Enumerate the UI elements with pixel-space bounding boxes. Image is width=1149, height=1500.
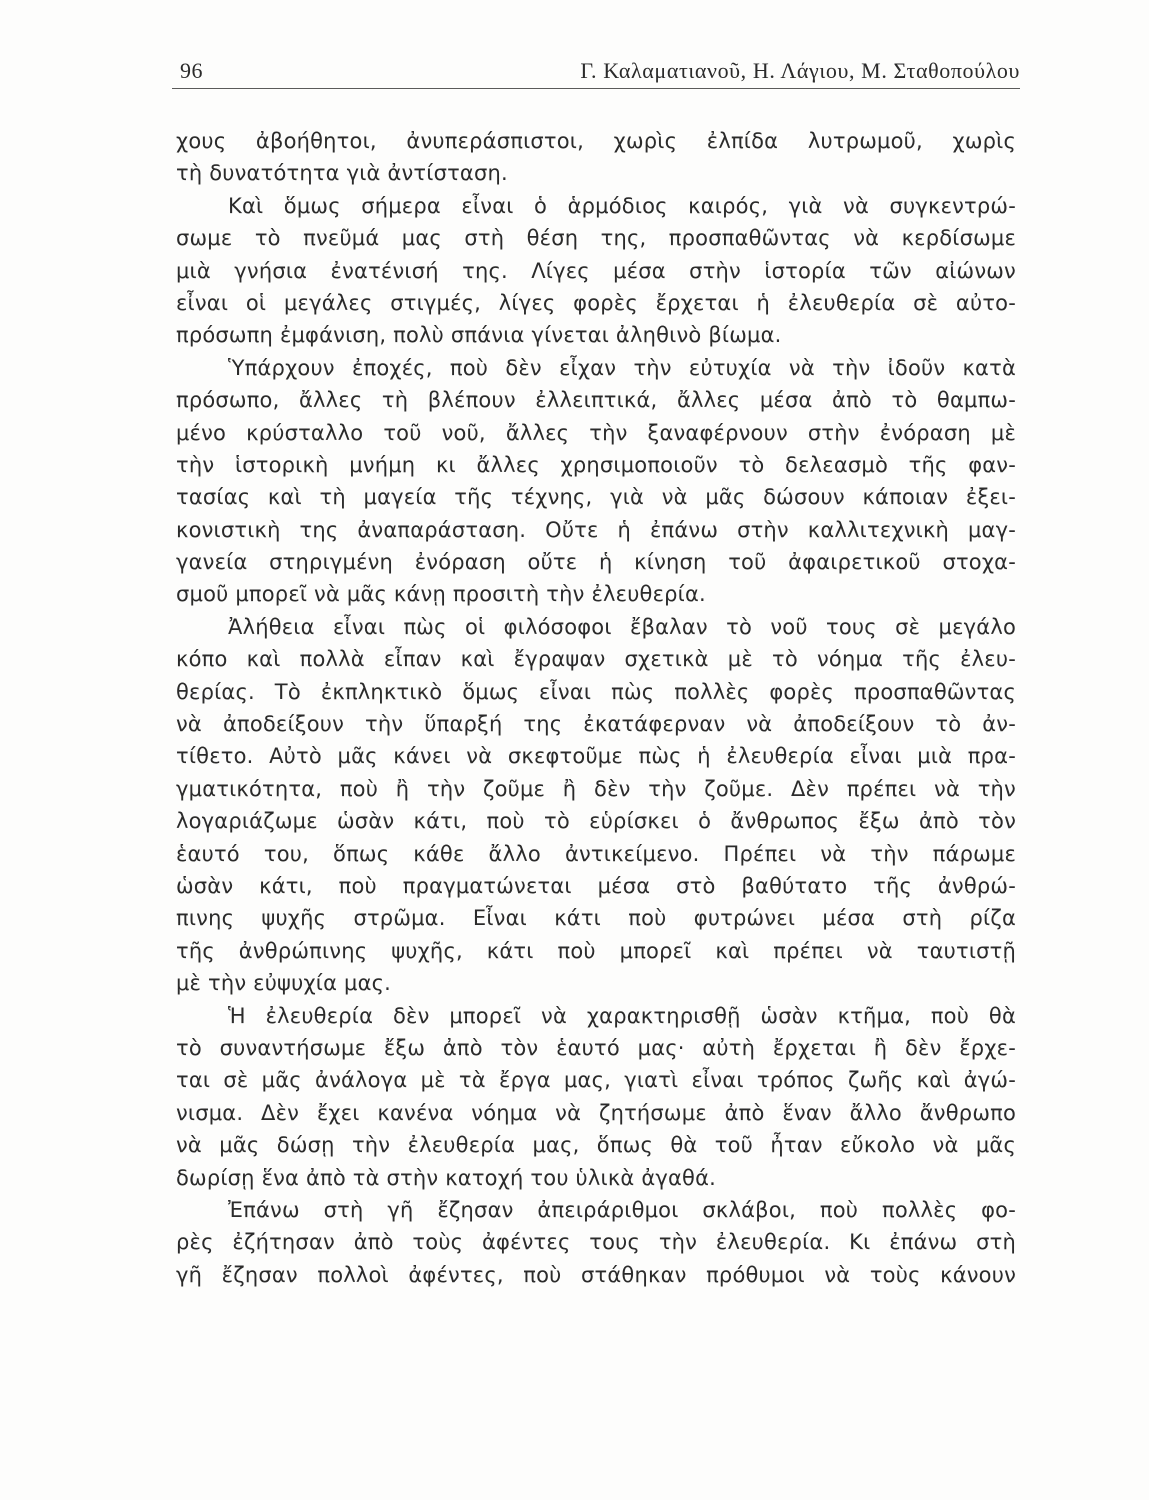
text-line: δωρίσῃ ἕνα ἀπὸ τὰ στὴν κατοχή του ὑλικὰ ἀγαθά. bbox=[176, 1165, 717, 1190]
page-header bbox=[172, 52, 1020, 89]
text-line: τὴν ἱστορικὴ μνήμη κι ἄλλες χρησιμοποιοῦν τὸ δελεασμὸ τῆς φαν- bbox=[176, 452, 1016, 477]
text-line: τασίας καὶ τὴ μαγεία τῆς τέχνης, γιὰ νὰ μᾶς δώσουν κάποιαν ἐξει- bbox=[176, 485, 1016, 510]
body-text bbox=[176, 125, 1016, 1291]
text-line: Ἐπάνω στὴ γῆ ἔζησαν ἀπειράριθμοι σκλάβοι, ποὺ πολλὲς φο- bbox=[228, 1197, 1016, 1222]
text-line: μὲ τὴν εὐψυχία μας. bbox=[176, 971, 392, 996]
text-line: πινης ψυχῆς στρῶμα. Εἶναι κάτι ποὺ φυτρώνει μέσα στὴ ρίζα bbox=[176, 906, 1016, 931]
text-line: σωμε τὸ πνεῦμά μας στὴ θέση της, προσπαθῶντας νὰ κερδίσωμε bbox=[176, 226, 1016, 251]
text-line: σμοῦ μπορεῖ νὰ μᾶς κάνῃ προσιτὴ τὴν ἐλευθερία. bbox=[176, 582, 706, 607]
paragraph bbox=[176, 190, 1016, 352]
text-line: Ἀλήθεια εἶναι πὼς οἱ φιλόσοφοι ἔβαλαν τὸ νοῦ τους σὲ μεγάλο bbox=[228, 614, 1016, 639]
text-line: λογαριάζωμε ὡσὰν κάτι, ποὺ τὸ εὑρίσκει ὁ ἄνθρωπος ἔξω ἀπὸ τὸν bbox=[176, 809, 1016, 834]
text-line: πρόσωπο, ἄλλες τὴ βλέπουν ἐλλειπτικά, ἄλλες μέσα ἀπὸ τὸ θαμπω- bbox=[176, 388, 1016, 413]
text-line: κονιστικὴ της ἀναπαράσταση. Οὔτε ἡ ἐπάνω στὴν καλλιτεχνικὴ μαγ- bbox=[176, 517, 1016, 542]
text-line: ται σὲ μᾶς ἀνάλογα μὲ τὰ ἔργα μας, γιατὶ εἶναι τρόπος ζωῆς καὶ ἀγώ- bbox=[176, 1068, 1016, 1093]
paragraph bbox=[176, 611, 1016, 1000]
text-line: ἑαυτό του, ὅπως κάθε ἄλλο ἀντικείμενο. Πρέπει νὰ τὴν πάρωμε bbox=[176, 841, 1016, 866]
paragraph bbox=[176, 1000, 1016, 1194]
paragraph bbox=[176, 1194, 1016, 1291]
paragraph bbox=[176, 125, 1016, 190]
paragraph bbox=[176, 352, 1016, 611]
text-line: τὸ συναντήσωμε ἔξω ἀπὸ τὸν ἑαυτό μας· αὐτὴ ἔρχεται ἢ δὲν ἔρχε- bbox=[176, 1035, 1016, 1060]
text-line: Καὶ ὅμως σήμερα εἶναι ὁ ἁρμόδιος καιρός, γιὰ νὰ συγκεντρώ- bbox=[228, 193, 1016, 218]
text-line: ρὲς ἐζήτησαν ἀπὸ τοὺς ἀφέντες τους τὴν ἐλευθερία. Κι ἐπάνω στὴ bbox=[176, 1230, 1016, 1255]
text-line: πρόσωπη ἐμφάνιση, πολὺ σπάνια γίνεται ἀληθινὸ βίωμα. bbox=[176, 323, 782, 348]
page-number: 96 bbox=[180, 58, 203, 83]
text-line: χους ἀβοήθητοι, ἀνυπεράσπιστοι, χωρὶς ἐλπίδα λυτρωμοῦ, χωρὶς bbox=[176, 129, 1016, 153]
text-line: κόπο καὶ πολλὰ εἶπαν καὶ ἔγραψαν σχετικὰ μὲ τὸ νόημα τῆς ἐλευ- bbox=[176, 647, 1016, 672]
text-line: νισμα. Δὲν ἔχει κανένα νόημα νὰ ζητήσωμε ἀπὸ ἕναν ἄλλο ἄνθρωπο bbox=[176, 1100, 1016, 1125]
text-line: νὰ ἀποδείξουν τὴν ὕπαρξή της ἐκατάφερναν νὰ ἀποδείξουν τὸ ἀν- bbox=[176, 712, 1016, 737]
text-line: γῆ ἔζησαν πολλοὶ ἀφέντες, ποὺ στάθηκαν πρόθυμοι νὰ τοὺς κάνουν bbox=[176, 1262, 1016, 1287]
text-line: μένο κρύσταλλο τοῦ νοῦ, ἄλλες τὴν ξαναφέρνουν στὴν ἐνόραση μὲ bbox=[176, 420, 1016, 445]
text-line: γανεία στηριγμένη ἐνόραση οὔτε ἡ κίνηση τοῦ ἀφαιρετικοῦ στοχα- bbox=[176, 550, 1016, 575]
text-line: τῆς ἀνθρώπινης ψυχῆς, κάτι ποὺ μπορεῖ καὶ πρέπει νὰ ταυτιστῇ bbox=[176, 938, 1016, 963]
text-line: Ἡ ἐλευθερία δὲν μπορεῖ νὰ χαρακτηρισθῇ ὡσὰν κτῆμα, ποὺ θὰ bbox=[228, 1003, 1016, 1028]
text-line: Ὑπάρχουν ἐποχές, ποὺ δὲν εἶχαν τὴν εὐτυχία νὰ τὴν ἰδοῦν κατὰ bbox=[228, 355, 1016, 380]
text-line: μιὰ γνήσια ἐνατένισή της. Λίγες μέσα στὴν ἱστορία τῶν αἰώνων bbox=[176, 258, 1016, 283]
running-head-authors: Γ. Καλαματιανοῦ, Η. Λάγιου, Μ. Σταθοπούλου bbox=[580, 58, 1020, 83]
text-line: ὡσὰν κάτι, ποὺ πραγματώνεται μέσα στὸ βαθύτατο τῆς ἀνθρώ- bbox=[176, 873, 1016, 898]
text-line: γματικότητα, ποὺ ἢ τὴν ζοῦμε ἢ δὲν τὴν ζοῦμε. Δὲν πρέπει νὰ τὴν bbox=[176, 776, 1016, 801]
text-line: τίθετο. Αὐτὸ μᾶς κάνει νὰ σκεφτοῦμε πὼς ἡ ἐλευθερία εἶναι μιὰ πρα- bbox=[176, 744, 1016, 769]
text-line: θερίας. Τὸ ἐκπληκτικὸ ὅμως εἶναι πὼς πολλὲς φορὲς προσπαθῶντας bbox=[176, 679, 1016, 704]
text-line: νὰ μᾶς δώσῃ τὴν ἐλευθερία μας, ὅπως θὰ τοῦ ἦταν εὔκολο νὰ μᾶς bbox=[176, 1133, 1016, 1158]
text-line: εἶναι οἱ μεγάλες στιγμές, λίγες φορὲς ἔρχεται ἡ ἐλευθερία σὲ αὐτο- bbox=[176, 290, 1016, 315]
text-line: τὴ δυνατότητα γιὰ ἀντίσταση. bbox=[176, 161, 508, 186]
